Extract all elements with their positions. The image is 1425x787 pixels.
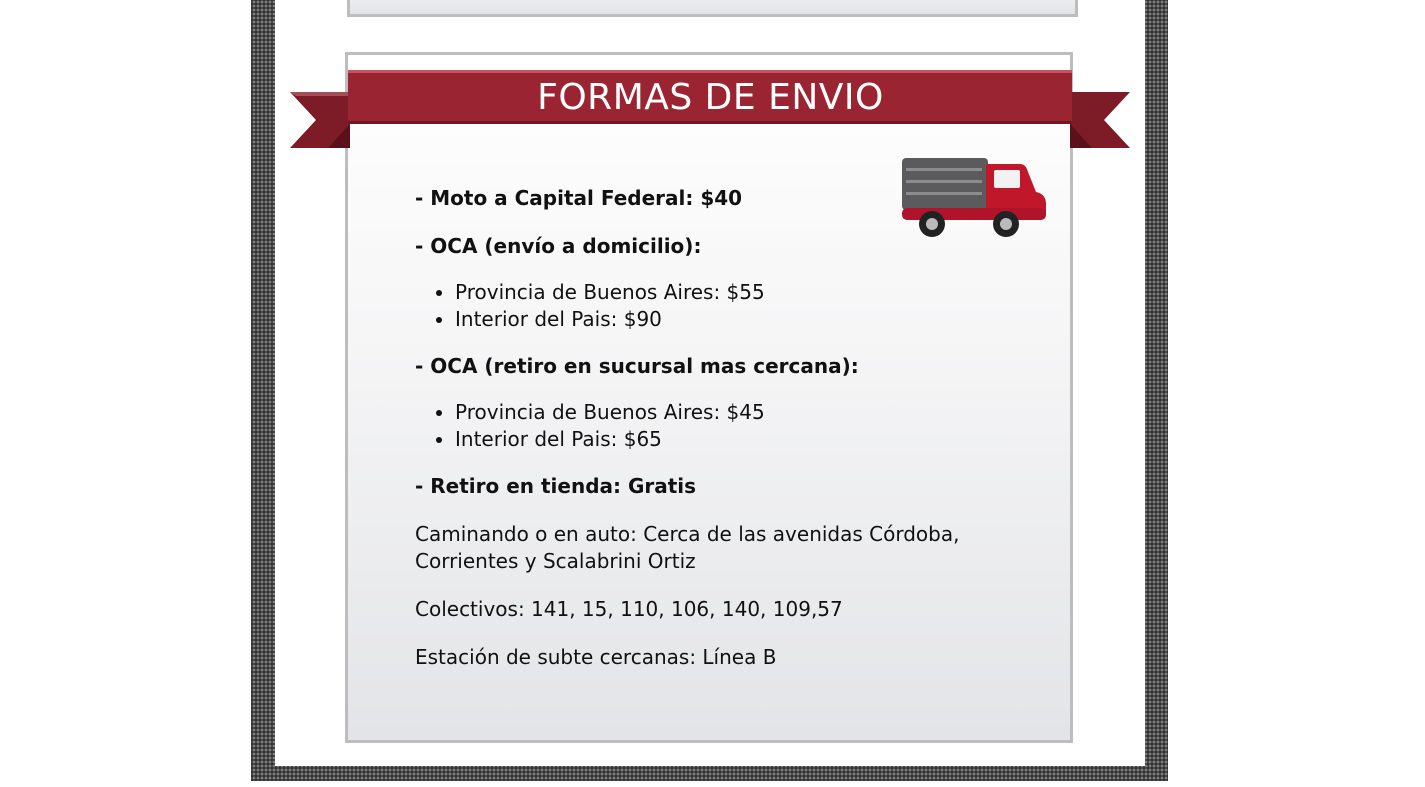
oca-branch-heading: - OCA (retiro en sucursal mas cercana): (415, 354, 859, 378)
oca-branch-list (415, 399, 1015, 453)
list-item: • Provincia de Buenos Aires: $55 (455, 279, 1015, 306)
list-item: • Provincia de Buenos Aires: $45 (455, 399, 1015, 426)
oca-home-heading: - OCA (envío a domicilio): (415, 234, 702, 258)
list-item: • Interior del Pais: $90 (455, 306, 1015, 333)
section-title: FORMAS DE ENVIO (537, 77, 884, 118)
previous-section-box (347, 0, 1078, 17)
store-pickup: - Retiro en tienda: Gratis (415, 474, 697, 498)
list-item: • Interior del Pais: $65 (455, 426, 1015, 453)
directions-subway: Estación de subte cercanas: Línea B (415, 645, 777, 669)
directions-buses: Colectivos: 141, 15, 110, 106, 140, 109,57 (415, 597, 843, 621)
moto-shipping: - Moto a Capital Federal: $40 (415, 186, 743, 210)
directions-walking: Caminando o en auto: Cerca de las avenidas Córdoba, Corrientes y Scalabrini Ortiz (415, 522, 960, 573)
oca-home-list (415, 279, 1015, 333)
shipping-methods (415, 185, 1015, 692)
